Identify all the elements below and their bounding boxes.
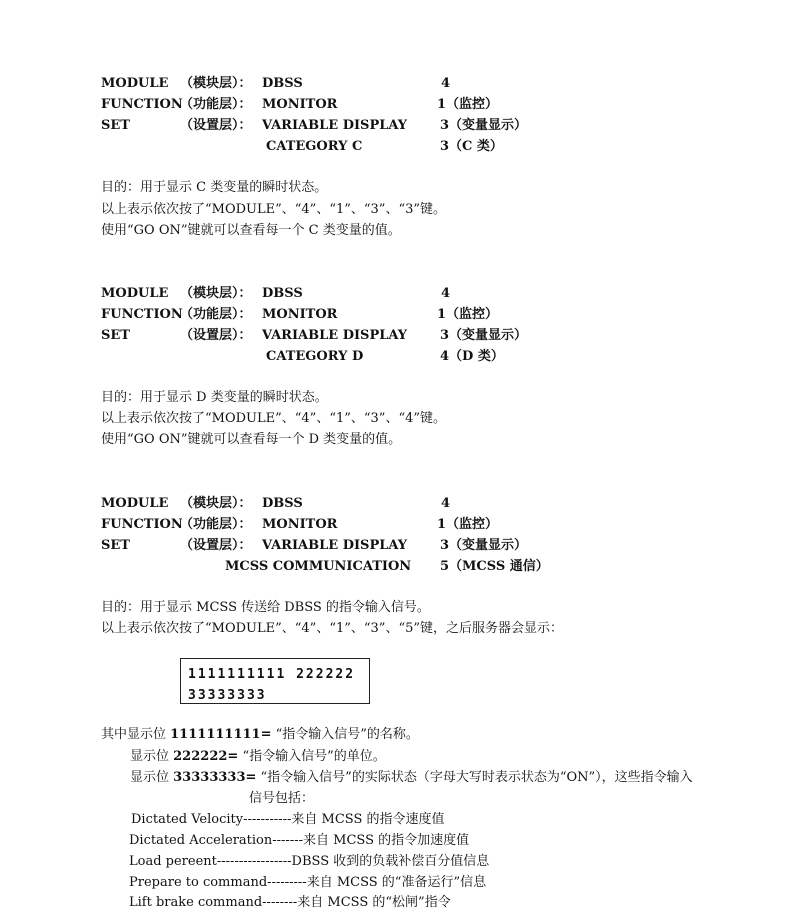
s3-category-num: 5（MCSS 通信） [440,559,549,574]
s3-set-layer: （设置层）： [180,538,252,553]
s1-desc-2: 以上表示依次按了“MODULE”、“4”、“1”、“3”、“3”键。 [101,202,447,217]
s3-set-key: SET [101,538,130,553]
s1-category-value: CATEGORY C [266,139,363,154]
s1-function-layer: （功能层）： [180,97,252,112]
s1-set-layer: （设置层）： [180,118,252,133]
signal-item: Dictated Velocity-----------来自 MCSS 的指令速度值 [131,812,445,827]
s1-function-value: MONITOR [262,97,338,112]
s2-category-num: 4（D 类） [440,349,504,364]
s3-set-value: VARIABLE DISPLAY [262,538,408,553]
s3-desc-2: 以上表示依次按了“MODULE”、“4”、“1”、“3”、“5”键，之后服务器会显示： [101,621,564,636]
display-line-2: 33333333 [188,688,267,703]
s2-category-value: CATEGORY D [266,349,364,364]
s3-module-num: 4 [441,496,451,511]
signal-item: Dictated Acceleration-------来自 MCSS 的指令加速度值 [129,833,470,848]
signal-item: Lift brake command--------来自 MCSS 的“松闸”指令 [129,895,451,910]
s2-module-key: MODULE [101,286,169,301]
s2-module-layer: （模块层）： [180,286,252,301]
s1-desc-3: 使用“GO ON”键就可以查看每一个 C 类变量的值。 [101,223,401,238]
s2-function-layer: （功能层）： [180,307,252,322]
s1-module-value: DBSS [262,76,303,91]
s3-module-key: MODULE [101,496,169,511]
s2-function-value: MONITOR [262,307,338,322]
s2-set-value: VARIABLE DISPLAY [262,328,408,343]
s3-function-num: 1（监控） [437,517,499,532]
s2-module-value: DBSS [262,286,303,301]
display-readout-box [180,658,370,704]
s1-module-layer: （模块层）： [180,76,252,91]
s3-module-layer: （模块层）： [180,496,252,511]
s3-function-layer: （功能层）： [180,517,252,532]
explain-line-1: 其中显示位 1111111111= “指令输入信号”的名称。 [101,727,419,742]
s1-module-num: 4 [441,76,451,91]
s2-set-layer: （设置层）： [180,328,252,343]
s3-desc-1: 目的：用于显示 MCSS 传送给 DBSS 的指令输入信号。 [101,600,430,615]
s2-function-key: FUNCTION [101,307,183,322]
s3-category-value: MCSS COMMUNICATION [225,559,412,574]
signal-item: Load pereent-----------------DBSS 收到的负载补偿百分值信息 [129,854,490,869]
explain-line-3-cont: 信号包括： [249,791,315,806]
s2-function-num: 1（监控） [437,307,499,322]
s2-desc-1: 目的：用于显示 D 类变量的瞬时状态。 [101,390,328,405]
s2-set-key: SET [101,328,130,343]
display-line-1: 1111111111 222222 [188,667,356,682]
s1-set-num: 3（变量显示） [440,118,528,133]
s1-set-value: VARIABLE DISPLAY [262,118,408,133]
s1-category-num: 3（C 类） [440,139,503,154]
s3-function-key: FUNCTION [101,517,183,532]
explain-line-3: 显示位 33333333= “指令输入信号”的实际状态（字母大写时表示状态为“ON”），这些指令输入 [130,770,693,785]
s2-module-num: 4 [441,286,451,301]
s1-module-key: MODULE [101,76,169,91]
s2-set-num: 3（变量显示） [440,328,528,343]
s3-set-num: 3（变量显示） [440,538,528,553]
s3-function-value: MONITOR [262,517,338,532]
s2-desc-3: 使用“GO ON”键就可以查看每一个 D 类变量的值。 [101,432,402,447]
s1-set-key: SET [101,118,130,133]
s1-desc-1: 目的：用于显示 C 类变量的瞬时状态。 [101,180,328,195]
s1-function-key: FUNCTION [101,97,183,112]
s2-desc-2: 以上表示依次按了“MODULE”、“4”、“1”、“3”、“4”键。 [101,411,447,426]
s1-function-num: 1（监控） [437,97,499,112]
s3-module-value: DBSS [262,496,303,511]
signal-item: Prepare to command---------来自 MCSS 的“准备运行”信息 [129,875,487,890]
explain-line-2: 显示位 222222= “指令输入信号”的单位。 [130,749,386,764]
